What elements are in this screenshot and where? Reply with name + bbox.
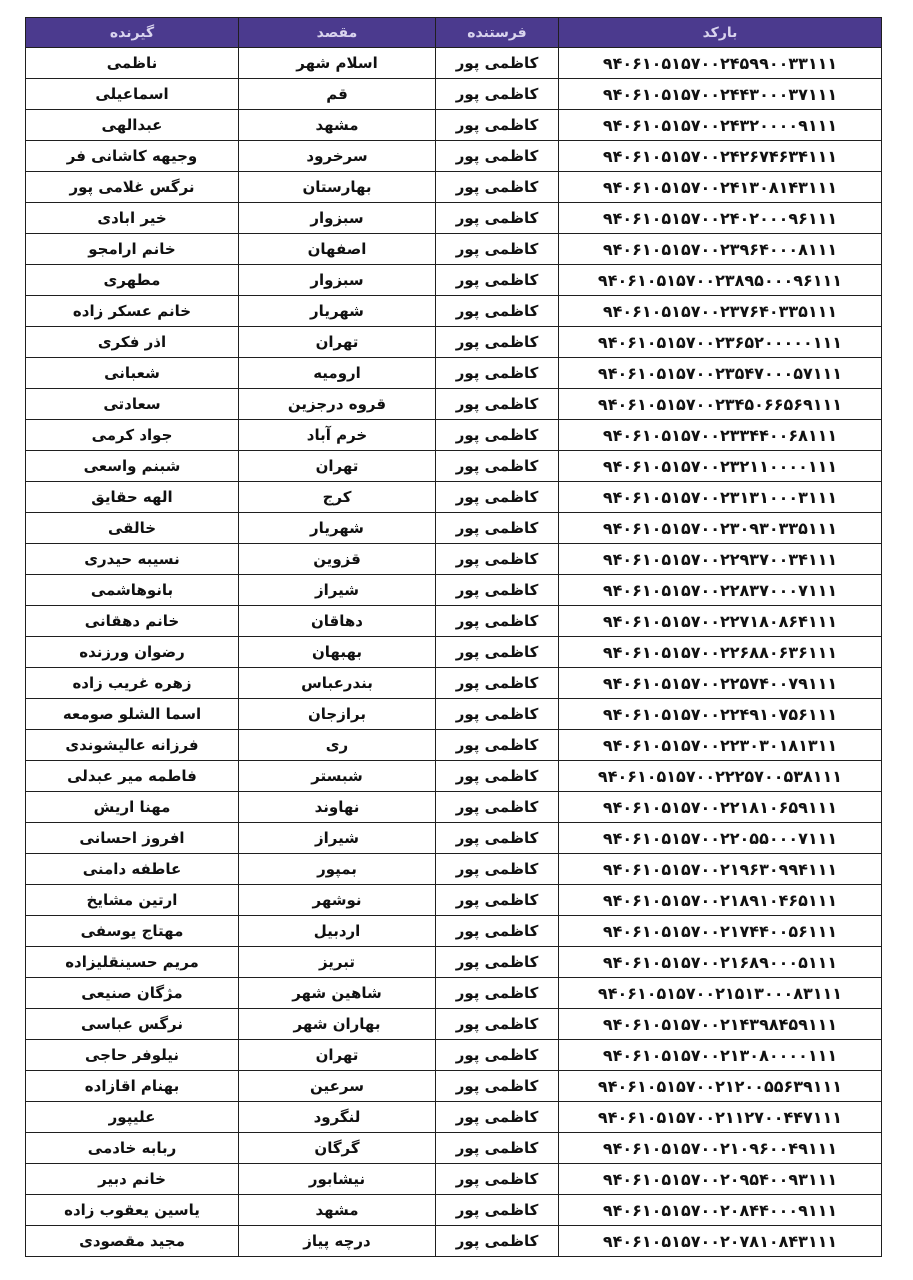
destination-cell: شهریار — [239, 296, 436, 327]
sender-cell: کاظمی پور — [436, 637, 559, 668]
sender-cell: کاظمی پور — [436, 358, 559, 389]
barcode-cell: ۹۴۰۶۱۰۵۱۵۷۰۰۲۲۰۵۵۰۰۰۷۱۱۱ — [559, 823, 882, 854]
table-row — [26, 296, 882, 327]
receiver-cell: علیپور — [26, 1102, 239, 1133]
table-row — [26, 79, 882, 110]
receiver-cell: مهتاج یوسفی — [26, 916, 239, 947]
barcode-cell: ۹۴۰۶۱۰۵۱۵۷۰۰۲۲۳۰۳۰۱۸۱۳۱۱ — [559, 730, 882, 761]
destination-cell: شیراز — [239, 575, 436, 606]
receiver-cell: خانم دهقانی — [26, 606, 239, 637]
table-row — [26, 761, 882, 792]
barcode-cell: ۹۴۰۶۱۰۵۱۵۷۰۰۲۲۲۵۷۰۰۵۳۸۱۱۱ — [559, 761, 882, 792]
sender-cell: کاظمی پور — [436, 823, 559, 854]
sender-cell: کاظمی پور — [436, 575, 559, 606]
receiver-cell: بهنام اقازاده — [26, 1071, 239, 1102]
destination-cell: درچه پیاز — [239, 1226, 436, 1257]
table-row — [26, 854, 882, 885]
barcode-cell: ۹۴۰۶۱۰۵۱۵۷۰۰۲۳۴۵۰۶۶۵۶۹۱۱۱ — [559, 389, 882, 420]
receiver-cell: بانوهاشمی — [26, 575, 239, 606]
table-row — [26, 544, 882, 575]
receiver-cell: فرزانه عالیشوندی — [26, 730, 239, 761]
barcode-cell: ۹۴۰۶۱۰۵۱۵۷۰۰۲۱۲۰۰۵۵۶۳۹۱۱۱ — [559, 1071, 882, 1102]
destination-cell: نوشهر — [239, 885, 436, 916]
destination-cell: برازجان — [239, 699, 436, 730]
sender-cell: کاظمی پور — [436, 110, 559, 141]
sender-cell: کاظمی پور — [436, 730, 559, 761]
barcode-cell: ۹۴۰۶۱۰۵۱۵۷۰۰۲۴۲۶۷۴۶۳۴۱۱۱ — [559, 141, 882, 172]
sender-cell: کاظمی پور — [436, 420, 559, 451]
destination-cell: قزوین — [239, 544, 436, 575]
sender-cell: کاظمی پور — [436, 761, 559, 792]
barcode-cell: ۹۴۰۶۱۰۵۱۵۷۰۰۲۴۵۹۹۰۰۳۳۱۱۱ — [559, 48, 882, 79]
barcode-cell: ۹۴۰۶۱۰۵۱۵۷۰۰۲۱۷۴۴۰۰۵۶۱۱۱ — [559, 916, 882, 947]
destination-cell: بهارستان — [239, 172, 436, 203]
table-row — [26, 513, 882, 544]
barcode-cell: ۹۴۰۶۱۰۵۱۵۷۰۰۲۲۱۸۱۰۶۵۹۱۱۱ — [559, 792, 882, 823]
barcode-cell: ۹۴۰۶۱۰۵۱۵۷۰۰۲۱۸۹۱۰۴۶۵۱۱۱ — [559, 885, 882, 916]
destination-cell: سبزوار — [239, 265, 436, 296]
destination-cell: نهاوند — [239, 792, 436, 823]
sender-cell: کاظمی پور — [436, 327, 559, 358]
sender-cell: کاظمی پور — [436, 451, 559, 482]
destination-cell: شهریار — [239, 513, 436, 544]
table-row — [26, 699, 882, 730]
receiver-cell: مژگان صنیعی — [26, 978, 239, 1009]
barcode-cell: ۹۴۰۶۱۰۵۱۵۷۰۰۲۳۵۴۷۰۰۰۵۷۱۱۱ — [559, 358, 882, 389]
table-row — [26, 482, 882, 513]
table-body — [26, 48, 882, 1257]
receiver-cell: افروز احسانی — [26, 823, 239, 854]
barcode-cell: ۹۴۰۶۱۰۵۱۵۷۰۰۲۴۴۳۰۰۰۳۷۱۱۱ — [559, 79, 882, 110]
sender-cell: کاظمی پور — [436, 947, 559, 978]
table-row — [26, 792, 882, 823]
table-row — [26, 668, 882, 699]
table-row — [26, 885, 882, 916]
receiver-cell: نرگس غلامی پور — [26, 172, 239, 203]
barcode-cell: ۹۴۰۶۱۰۵۱۵۷۰۰۲۱۶۸۹۰۰۰۵۱۱۱ — [559, 947, 882, 978]
barcode-cell: ۹۴۰۶۱۰۵۱۵۷۰۰۲۰۹۵۴۰۰۹۳۱۱۱ — [559, 1164, 882, 1195]
receiver-cell: خیر ابادی — [26, 203, 239, 234]
barcode-cell: ۹۴۰۶۱۰۵۱۵۷۰۰۲۱۳۰۸۰۰۰۰۱۱۱ — [559, 1040, 882, 1071]
barcode-cell: ۹۴۰۶۱۰۵۱۵۷۰۰۲۱۴۳۹۸۴۵۹۱۱۱ — [559, 1009, 882, 1040]
receiver-cell: خانم عسکر زاده — [26, 296, 239, 327]
barcode-cell: ۹۴۰۶۱۰۵۱۵۷۰۰۲۲۸۳۷۰۰۰۷۱۱۱ — [559, 575, 882, 606]
sender-cell: کاظمی پور — [436, 1040, 559, 1071]
destination-cell: ارومیه — [239, 358, 436, 389]
sender-cell: کاظمی پور — [436, 1195, 559, 1226]
sender-cell: کاظمی پور — [436, 79, 559, 110]
receiver-cell: وجیهه کاشانی فر — [26, 141, 239, 172]
barcode-cell: ۹۴۰۶۱۰۵۱۵۷۰۰۲۰۸۴۴۰۰۰۹۱۱۱ — [559, 1195, 882, 1226]
barcode-cell: ۹۴۰۶۱۰۵۱۵۷۰۰۲۳۹۶۴۰۰۰۸۱۱۱ — [559, 234, 882, 265]
table-row — [26, 172, 882, 203]
table-row — [26, 389, 882, 420]
sender-cell: کاظمی پور — [436, 1071, 559, 1102]
destination-cell: دهاقان — [239, 606, 436, 637]
table-row — [26, 451, 882, 482]
receiver-cell: خالقی — [26, 513, 239, 544]
receiver-cell: شعبانی — [26, 358, 239, 389]
sender-cell: کاظمی پور — [436, 978, 559, 1009]
table-row — [26, 327, 882, 358]
table-row — [26, 48, 882, 79]
receiver-cell: نیلوفر حاجی — [26, 1040, 239, 1071]
table-row — [26, 978, 882, 1009]
sender-cell: کاظمی پور — [436, 172, 559, 203]
barcode-cell: ۹۴۰۶۱۰۵۱۵۷۰۰۲۳۶۵۲۰۰۰۰۰۱۱۱ — [559, 327, 882, 358]
sender-cell: کاظمی پور — [436, 234, 559, 265]
destination-cell: بندرعباس — [239, 668, 436, 699]
sender-cell: کاظمی پور — [436, 606, 559, 637]
barcode-cell: ۹۴۰۶۱۰۵۱۵۷۰۰۲۳۰۹۳۰۳۳۵۱۱۱ — [559, 513, 882, 544]
receiver-cell: ارتین مشایخ — [26, 885, 239, 916]
destination-cell: بمپور — [239, 854, 436, 885]
sender-cell: کاظمی پور — [436, 699, 559, 730]
receiver-cell: سعادتی — [26, 389, 239, 420]
barcode-cell: ۹۴۰۶۱۰۵۱۵۷۰۰۲۲۵۷۴۰۰۷۹۱۱۱ — [559, 668, 882, 699]
receiver-cell: الهه حقایق — [26, 482, 239, 513]
shipment-sheet — [25, 17, 881, 1257]
sender-cell: کاظمی پور — [436, 203, 559, 234]
sender-cell: کاظمی پور — [436, 141, 559, 172]
sender-cell: کاظمی پور — [436, 482, 559, 513]
table-row — [26, 203, 882, 234]
table-row — [26, 637, 882, 668]
table-row — [26, 1226, 882, 1257]
barcode-cell: ۹۴۰۶۱۰۵۱۵۷۰۰۲۱۱۲۷۰۰۴۴۷۱۱۱ — [559, 1102, 882, 1133]
destination-cell: اسلام شهر — [239, 48, 436, 79]
barcode-cell: ۹۴۰۶۱۰۵۱۵۷۰۰۲۳۷۶۴۰۳۳۵۱۱۱ — [559, 296, 882, 327]
destination-cell: بهاران شهر — [239, 1009, 436, 1040]
sender-cell: کاظمی پور — [436, 389, 559, 420]
receiver-cell: مطهری — [26, 265, 239, 296]
sender-cell: کاظمی پور — [436, 544, 559, 575]
destination-cell: تهران — [239, 451, 436, 482]
receiver-cell: زهره غریب زاده — [26, 668, 239, 699]
receiver-cell: اسماعیلی — [26, 79, 239, 110]
receiver-cell: اذر فکری — [26, 327, 239, 358]
destination-cell: لنگرود — [239, 1102, 436, 1133]
shipment-table — [25, 17, 882, 1257]
table-row — [26, 110, 882, 141]
barcode-cell: ۹۴۰۶۱۰۵۱۵۷۰۰۲۳۳۴۴۰۰۶۸۱۱۱ — [559, 420, 882, 451]
sender-cell: کاظمی پور — [436, 513, 559, 544]
sender-cell: کاظمی پور — [436, 1164, 559, 1195]
table-row — [26, 823, 882, 854]
sender-cell: کاظمی پور — [436, 1009, 559, 1040]
table-row — [26, 575, 882, 606]
receiver-cell: فاطمه میر عبدلی — [26, 761, 239, 792]
barcode-cell: ۹۴۰۶۱۰۵۱۵۷۰۰۲۱۹۶۳۰۹۹۴۱۱۱ — [559, 854, 882, 885]
receiver-cell: عبدالهی — [26, 110, 239, 141]
destination-cell: ری — [239, 730, 436, 761]
destination-cell: شاهین شهر — [239, 978, 436, 1009]
table-row — [26, 265, 882, 296]
destination-cell: شیراز — [239, 823, 436, 854]
destination-cell: اصفهان — [239, 234, 436, 265]
barcode-cell: ۹۴۰۶۱۰۵۱۵۷۰۰۲۲۴۹۱۰۷۵۶۱۱۱ — [559, 699, 882, 730]
receiver-cell: نسیبه حیدری — [26, 544, 239, 575]
sender-cell: کاظمی پور — [436, 885, 559, 916]
destination-cell: نیشابور — [239, 1164, 436, 1195]
destination-cell: تبریز — [239, 947, 436, 978]
receiver-cell: جواد کرمی — [26, 420, 239, 451]
header-row — [26, 18, 882, 48]
sender-cell: کاظمی پور — [436, 668, 559, 699]
destination-cell: قم — [239, 79, 436, 110]
table-row — [26, 916, 882, 947]
receiver-cell: خانم ارامجو — [26, 234, 239, 265]
destination-cell: اردبیل — [239, 916, 436, 947]
receiver-cell: مجید مقصودی — [26, 1226, 239, 1257]
sender-cell: کاظمی پور — [436, 265, 559, 296]
sender-cell: کاظمی پور — [436, 1133, 559, 1164]
destination-cell: کرج — [239, 482, 436, 513]
header-receiver: گیرنده — [26, 18, 239, 48]
sender-cell: کاظمی پور — [436, 296, 559, 327]
header-sender: فرستنده — [436, 18, 559, 48]
table-row — [26, 1071, 882, 1102]
destination-cell: مشهد — [239, 1195, 436, 1226]
destination-cell: خرم آباد — [239, 420, 436, 451]
barcode-cell: ۹۴۰۶۱۰۵۱۵۷۰۰۲۱۰۹۶۰۰۴۹۱۱۱ — [559, 1133, 882, 1164]
destination-cell: سرخرود — [239, 141, 436, 172]
sender-cell: کاظمی پور — [436, 1226, 559, 1257]
barcode-cell: ۹۴۰۶۱۰۵۱۵۷۰۰۲۲۷۱۸۰۸۶۴۱۱۱ — [559, 606, 882, 637]
receiver-cell: یاسین یعقوب زاده — [26, 1195, 239, 1226]
barcode-cell: ۹۴۰۶۱۰۵۱۵۷۰۰۲۴۳۲۰۰۰۰۹۱۱۱ — [559, 110, 882, 141]
table-row — [26, 1102, 882, 1133]
table-row — [26, 1009, 882, 1040]
table-row — [26, 141, 882, 172]
receiver-cell: شبنم واسعی — [26, 451, 239, 482]
destination-cell: تهران — [239, 327, 436, 358]
receiver-cell: مهنا اریش — [26, 792, 239, 823]
sender-cell: کاظمی پور — [436, 48, 559, 79]
destination-cell: مشهد — [239, 110, 436, 141]
sender-cell: کاظمی پور — [436, 792, 559, 823]
table-row — [26, 358, 882, 389]
barcode-cell: ۹۴۰۶۱۰۵۱۵۷۰۰۲۴۰۲۰۰۰۹۶۱۱۱ — [559, 203, 882, 234]
table-row — [26, 606, 882, 637]
table-row — [26, 1133, 882, 1164]
header-barcode: بارکد — [559, 18, 882, 48]
header-destination: مقصد — [239, 18, 436, 48]
destination-cell: تهران — [239, 1040, 436, 1071]
destination-cell: گرگان — [239, 1133, 436, 1164]
destination-cell: سرعین — [239, 1071, 436, 1102]
destination-cell: شبستر — [239, 761, 436, 792]
table-row — [26, 1164, 882, 1195]
table-row — [26, 1195, 882, 1226]
receiver-cell: خانم دبیر — [26, 1164, 239, 1195]
sender-cell: کاظمی پور — [436, 1102, 559, 1133]
barcode-cell: ۹۴۰۶۱۰۵۱۵۷۰۰۲۱۵۱۳۰۰۰۸۳۱۱۱ — [559, 978, 882, 1009]
barcode-cell: ۹۴۰۶۱۰۵۱۵۷۰۰۲۲۹۳۷۰۰۳۴۱۱۱ — [559, 544, 882, 575]
destination-cell: سبزوار — [239, 203, 436, 234]
sender-cell: کاظمی پور — [436, 916, 559, 947]
table-row — [26, 947, 882, 978]
barcode-cell: ۹۴۰۶۱۰۵۱۵۷۰۰۲۳۱۳۱۰۰۰۳۱۱۱ — [559, 482, 882, 513]
sender-cell: کاظمی پور — [436, 854, 559, 885]
barcode-cell: ۹۴۰۶۱۰۵۱۵۷۰۰۲۲۶۸۸۰۶۳۶۱۱۱ — [559, 637, 882, 668]
table-row — [26, 234, 882, 265]
barcode-cell: ۹۴۰۶۱۰۵۱۵۷۰۰۲۳۲۱۱۰۰۰۰۱۱۱ — [559, 451, 882, 482]
receiver-cell: رضوان ورزنده — [26, 637, 239, 668]
receiver-cell: ناظمی — [26, 48, 239, 79]
receiver-cell: ربابه خادمی — [26, 1133, 239, 1164]
destination-cell: بهبهان — [239, 637, 436, 668]
barcode-cell: ۹۴۰۶۱۰۵۱۵۷۰۰۲۴۱۳۰۸۱۴۳۱۱۱ — [559, 172, 882, 203]
receiver-cell: عاطفه دامنی — [26, 854, 239, 885]
destination-cell: قروه درجزین — [239, 389, 436, 420]
receiver-cell: نرگس عباسی — [26, 1009, 239, 1040]
barcode-cell: ۹۴۰۶۱۰۵۱۵۷۰۰۲۳۸۹۵۰۰۰۹۶۱۱۱ — [559, 265, 882, 296]
table-row — [26, 1040, 882, 1071]
barcode-cell: ۹۴۰۶۱۰۵۱۵۷۰۰۲۰۷۸۱۰۸۴۳۱۱۱ — [559, 1226, 882, 1257]
table-row — [26, 420, 882, 451]
receiver-cell: اسما الشلو صومعه — [26, 699, 239, 730]
receiver-cell: مریم حسینقلیزاده — [26, 947, 239, 978]
table-row — [26, 730, 882, 761]
